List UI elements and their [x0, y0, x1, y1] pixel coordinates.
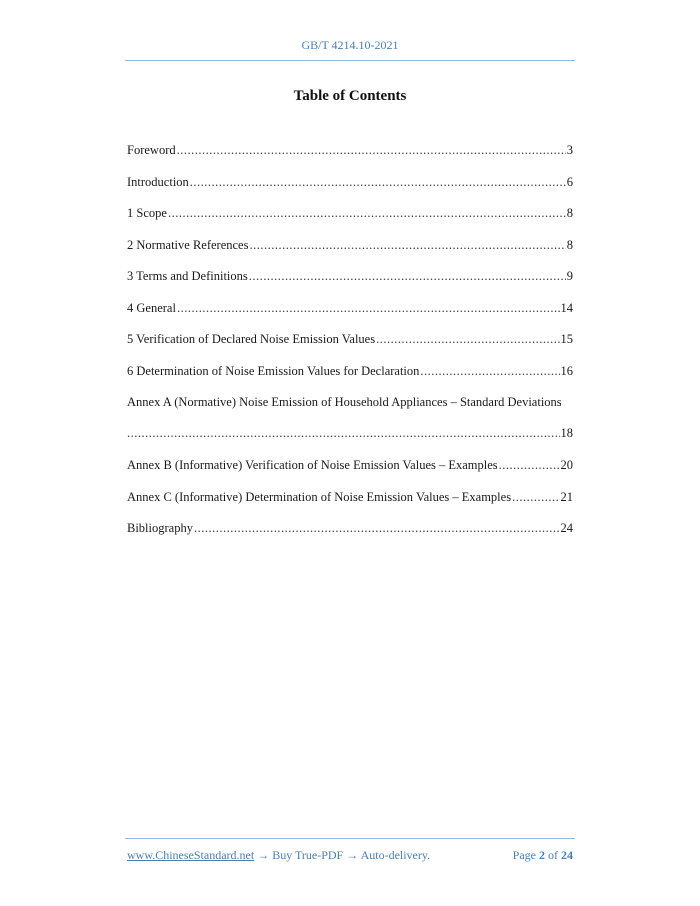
toc-entry-page: 8 [566, 237, 573, 252]
toc-entry-page: 24 [560, 521, 573, 535]
toc-entry-label: Annex B (Informative) Verification of Noise Emission Values – Examples [127, 458, 498, 472]
toc-entry-label: Annex A (Normative) Noise Emission of Household Appliances – Standard Deviations [127, 395, 562, 409]
toc-entry-annex-b[interactable] [127, 457, 573, 489]
dot-leader [190, 174, 566, 191]
toc-entry-label: 6 Determination of Noise Emission Values for Declaration [127, 363, 420, 378]
dot-leader [499, 457, 560, 474]
toc-entry-scope[interactable] [127, 205, 573, 237]
footer-divider [125, 838, 575, 839]
document-code-header: GB/T 4214.10-2021 [301, 38, 399, 52]
toc-entry-normative-references[interactable] [127, 237, 573, 269]
page-indicator [513, 848, 573, 863]
dot-leader [194, 520, 560, 537]
website-link[interactable]: www.ChineseStandard.net [127, 848, 255, 862]
toc-entry-label: Foreword [127, 143, 176, 157]
toc-entry-annex-a[interactable] [127, 394, 573, 457]
toc-entry-page: 16 [560, 363, 573, 378]
toc-entry-label: 3 Terms and Definitions [127, 269, 248, 283]
dot-leader [376, 331, 559, 348]
toc-entry-annex-c[interactable] [127, 489, 573, 521]
toc-entry-label: Introduction [127, 174, 189, 189]
toc-entry-label: Bibliography [127, 521, 193, 535]
header-divider [125, 60, 575, 61]
toc-entry-page: 18 [560, 426, 573, 440]
table-of-contents [127, 142, 573, 552]
toc-entry-terms-and-definitions[interactable] [127, 268, 573, 300]
toc-entry-page: 21 [560, 489, 573, 504]
toc-entry-page: 6 [566, 174, 573, 189]
toc-entry-determination[interactable] [127, 363, 573, 395]
toc-entry-label: 4 General [127, 300, 176, 315]
dot-leader [127, 425, 560, 442]
toc-entry-label: 1 Scope [127, 206, 167, 220]
toc-entry-verification[interactable] [127, 331, 573, 363]
page-total: 24 [561, 848, 573, 862]
dot-leader [512, 489, 559, 506]
dot-leader [177, 300, 560, 317]
toc-entry-page: 3 [566, 143, 573, 157]
toc-entry-label: Annex C (Informative) Determination of Noise Emission Values – Examples [127, 489, 512, 504]
toc-entry-general[interactable] [127, 300, 573, 332]
dot-leader [168, 205, 566, 222]
dot-leader [420, 363, 559, 380]
toc-entry-label: 5 Verification of Declared Noise Emission Values [127, 332, 376, 346]
dot-leader [249, 237, 565, 254]
dot-leader [249, 268, 566, 285]
toc-entry-page: 9 [566, 269, 573, 283]
toc-entry-page: 15 [560, 332, 573, 346]
toc-entry-label: 2 Normative References [127, 237, 249, 252]
toc-entry-page: 20 [560, 458, 573, 472]
toc-entry-foreword[interactable] [127, 142, 573, 174]
dot-leader [177, 142, 566, 159]
of-word: of [548, 848, 558, 862]
toc-entry-introduction[interactable] [127, 174, 573, 206]
page-word: Page [512, 848, 536, 862]
page-current: 2 [539, 848, 545, 862]
footer-promo [127, 848, 430, 863]
toc-entry-page: 8 [566, 206, 573, 220]
page-title: Table of Contents [293, 88, 407, 104]
toc-entry-bibliography[interactable] [127, 520, 573, 552]
toc-entry-page: 14 [560, 300, 573, 315]
promo-text: → Buy True-PDF → Auto-delivery. [257, 848, 431, 862]
